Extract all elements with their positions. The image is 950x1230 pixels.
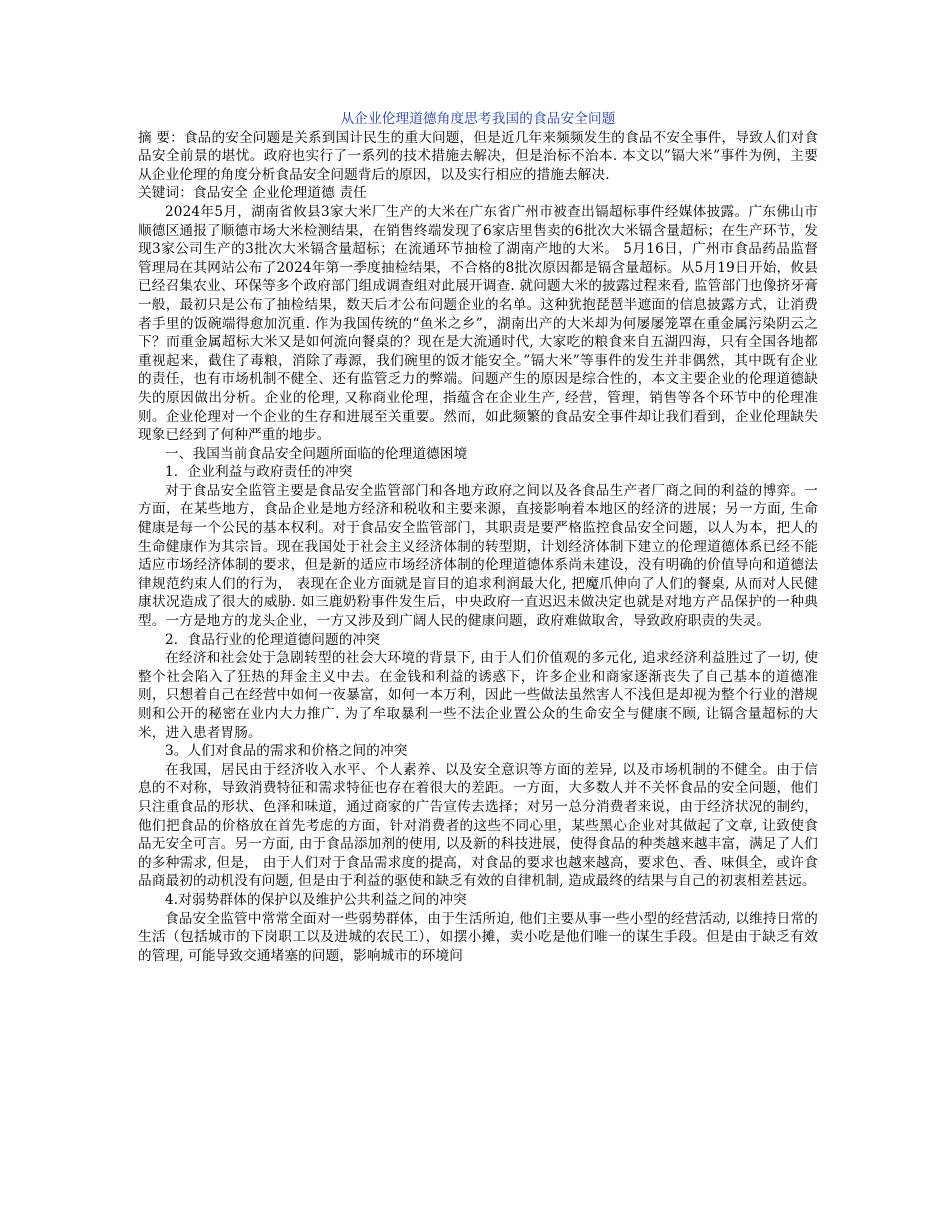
subsection-heading-2: 2．食品行业的伦理道德问题的冲突 — [165, 631, 380, 648]
subsection-heading-3: 3。人们对食品的需求和价格之间的冲突 — [165, 743, 408, 760]
subsection-heading-4: 4.对弱势群体的保护以及维护公共利益之间的冲突 — [165, 891, 467, 908]
subsection-body-3: 在我国，居民由于经济收入水平、个人素养、以及安全意识等方面的差异, 以及市场机制的不健全。由于信息的不对称，导致消费特征和需求特征也存在着很大的差距。一方面，大多数人并不关怀食品的安全问题，他们只注重食品的形状、色泽和味道，通过商家的广告宣传去选择；对另一总分消费者来说，由于经济状况的制约，他们把食品的价格放在首先考虑的方面，针对消费者的这些不同心里，某些黑心企业对其做起了文章, 让致使食品无安全可言。另一方面, 由于食品添加剂的使用, 以及新的科技进展，使得食品的种类越来越丰富，满足了人们的多种需求, 但是， 由于人们对于食品需求度的提高，对食品的要求也越来越高，要求色、香、味俱全，或许食品商最初的动机没有问题, 但是由于利益的驱使和缺乏有效的自律机制, 造成最终的结果与自己的初衷相差甚远。 — [138, 761, 818, 890]
subsection-heading-1: 1．企业利益与政府责任的冲突 — [165, 464, 353, 481]
abstract-paragraph: 摘 要：食品的安全问题是关系到国计民生的重大问题，但是近几年来频频发生的食品不安全事件，导致人们对食品安全前景的堪忧。政府也实行了一系列的技术措施去解决，但是治标不治本. 本文以”镉大米”事件为例，主要从企业伦理的角度分析食品安全问题背后的原因，以及实行相应的措施去解决. — [138, 129, 818, 183]
subsection-body-1: 对于食品安全监管主要是食品安全监管部门和各地方政府之间以及各食品生产者厂商之间的利益的博弈。一方面，在某些地方，食品企业是地方经济和税收和主要来源，直接影响着本地区的经济的进展；另一方面, 生命健康是每一个公民的基本权利。对于食品安全监管部门，其职责是要严格监控食品安全问题，以人为本，把人的生命健康作为其宗旨。现在我国处于社会主义经济体制的转型期，计划经济体制下建立的伦理道德体系已经不能适应市场经济体制的要求，但是新的适应市场经济体制的伦理道德体系尚未建设，没有明确的价值导向和道德法律规范约束人们的行为， 表现在企业方面就是盲目的追求利润最大化, 把魔爪伸向了人们的餐桌, 从而对人民健康状况造成了很大的威胁. 如三鹿奶粉事件发生后，中央政府一直迟迟未做决定也就是对地方产品保护的一种典型。一方是地方的龙头企业，一方又涉及到广阔人民的健康问题，政府难做取舍，导致政府职责的失灵。 — [138, 482, 818, 630]
subsection-body-4: 食品安全监管中常常全面对一些弱势群体，由于生活所迫, 他们主要从事一些小型的经营活动, 以维持日常的生活（包括城市的下岗职工以及进城的农民工），如摆小摊，卖小吃是他们唯一的谋生手段。但是由于缺乏有效的管理, 可能导致交通堵塞的问题，影响城市的环境问 — [138, 910, 818, 964]
subsection-body-2: 在经济和社会处于急剧转型的社会大环境的背景下, 由于人们价值观的多元化, 追求经济利益胜过了一切, 使整个社会陷入了狂热的拜金主义中去。在金钱和利益的诱惑下，许多企业和商家逐渐丧失了自己基本的道德准则，只想着自己在经营中如何一夜暴富，如何一本万利，因此一些做法虽然害人不浅但是却视为整个行业的潜规则和公开的秘密在业内大力推广. 为了牟取暴利一些不法企业置公众的生命安全与健康不顾, 让镉含量超标的大米，进入患者胃肠。 — [138, 650, 818, 741]
keywords-line: 关键词：食品安全 企业伦理道德 责任 — [138, 185, 367, 202]
document-page — [138, 110, 818, 965]
section-heading-1: 一、我国当前食品安全问题所面临的伦理道德困境 — [165, 445, 468, 462]
intro-paragraph: 2024年5月，湖南省攸县3家大米厂生产的大米在广东省广州市被查出镉超标事件经媒体披露。广东佛山市顺德区通报了顺德市场大米检测结果，在销售终端发现了6家店里售卖的6批次大米镉含量超标；在生产环节，发现3家公司生产的3批次大米镉含量超标；在流通环节抽检了湖南产地的大米。 5月16日，广州市食品药品监督管理局在其网站公布了2024年第一季度抽检结果，不合格的8批次原因都是镉含量超标。从5月19日开始，攸县已经召集农业、环保等多个政府部门组成调查组对此展开调查. 就问题大米的披露过程来看, 监管部门也像挤牙膏一般，最初只是公布了抽检结果，数天后才公布问题企业的名单。这种犹抱琵琶半遮面的信息披露方式，让消费者手里的饭碗端得愈加沉重. 作为我国传统的“鱼米之乡”，湖南出产的大米却为何屡屡笼罩在重金属污染阴云之下？而重金属超标大米又是如何流向餐桌的？现在是大流通时代, 大家吃的粮食来自五湖四海，只有全国各地都重视起来，截住了毒粮，消除了毒源，我们碗里的饭才能安全。”镉大米”等事件的发生并非偶然，其中既有企业的责任，也有市场机制不健全、还有监管乏力的弊端。问题产生的原因是综合性的，本文主要企业的伦理道德缺失的原因做出分析。企业的伦理, 又称商业伦理，指蕴含在企业生产, 经营，管理，销售等各个环节中的伦理准则。企业伦理对一个企业的生存和进展至关重要。然而，如此频繁的食品安全事件却让我们看到，企业伦理缺失现象已经到了何种严重的地步。 — [138, 203, 818, 444]
document-title: 从企业伦理道德角度思考我国的食品安全问题 — [340, 111, 616, 127]
